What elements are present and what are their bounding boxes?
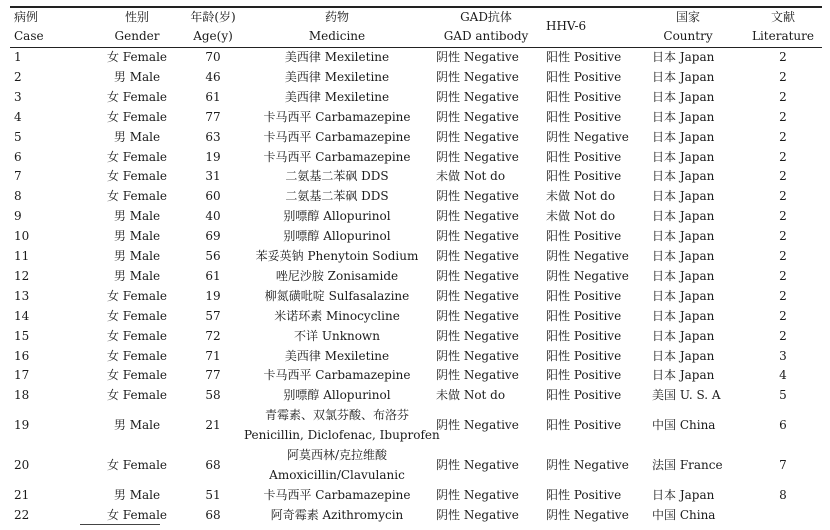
cell-gad: 阴性 Negative: [436, 89, 519, 104]
cell-hhv6: 阳性 Positive: [546, 388, 622, 403]
cell-medicine: [244, 326, 430, 346]
cell-gad: 阴性 Negative: [436, 129, 519, 144]
table-row: [10, 326, 822, 346]
medicine-line: 卡马西平 Carbamazepine: [263, 149, 411, 164]
cell-country: 中国 China: [652, 507, 716, 522]
cell-country: 日本 Japan: [652, 129, 715, 144]
cell-medicine: [244, 147, 430, 167]
cell-case: 4: [14, 109, 22, 124]
cell-medicine: [244, 346, 430, 366]
medicine-line: 别嘌醇 Allopurinol: [283, 209, 391, 224]
cell-country: 日本 Japan: [652, 89, 715, 104]
cell-gender: 男 Male: [113, 209, 161, 224]
cell-age: 51: [205, 487, 221, 502]
cell-age: 19: [205, 288, 221, 303]
cell-case: 8: [14, 189, 22, 204]
cell-gad: 阴性 Negative: [436, 209, 519, 224]
cell-medicine: [244, 186, 430, 206]
cell-gender: 女 Female: [106, 308, 168, 323]
cell-age: 46: [205, 69, 221, 84]
table-row: [10, 505, 822, 525]
table-row: [10, 485, 822, 505]
cell-gad: 阴性 Negative: [436, 418, 519, 433]
cell-gad: 未做 Not do: [436, 169, 506, 184]
cell-hhv6: 阴性 Negative: [546, 458, 629, 472]
cell-age: 68: [205, 507, 221, 522]
table-row: [10, 186, 822, 206]
cell-gad: 阴性 Negative: [436, 69, 519, 84]
cell-case: 12: [14, 268, 30, 283]
table-row: [10, 405, 822, 445]
medicine-line: Penicillin, Diclofenac, Ibuprofen: [244, 428, 440, 443]
cell-literature: 2: [779, 50, 787, 64]
cell-hhv6: 阳性 Positive: [546, 89, 622, 104]
cell-medicine: [244, 226, 430, 246]
medicine-line: 卡马西平 Carbamazepine: [263, 368, 411, 383]
medicine-line: 卡马西平 Carbamazepine: [263, 129, 411, 144]
cell-literature: 5: [779, 388, 787, 403]
cell-gad: 阴性 Negative: [436, 348, 519, 363]
cell-medicine: [244, 206, 430, 226]
cell-literature: 2: [779, 328, 787, 343]
table-row: [10, 67, 822, 87]
cell-medicine: [244, 405, 440, 445]
cell-case: 20: [14, 458, 30, 472]
cell-case: 22: [14, 507, 30, 522]
cell-age: 61: [205, 89, 221, 104]
table-row: [10, 166, 822, 186]
medicine-line: 别嘌醇 Allopurinol: [283, 229, 391, 244]
cell-literature: 2: [779, 229, 787, 244]
header-gad: GAD抗体 GAD antibody: [443, 10, 529, 43]
cell-hhv6: 阳性 Positive: [546, 288, 622, 303]
table-row: [10, 346, 822, 366]
cell-literature: 2: [779, 288, 787, 303]
cell-literature: 7: [779, 458, 787, 472]
cell-gad: 未做 Not do: [436, 388, 506, 403]
table-row: [10, 445, 822, 485]
header-gender: 性别 Gender: [114, 10, 160, 43]
cell-medicine: [244, 306, 430, 326]
cell-gad: 阴性 Negative: [436, 50, 519, 64]
cell-medicine: [244, 505, 430, 525]
cell-gender: 男 Male: [113, 268, 161, 283]
cell-gad: 阴性 Negative: [436, 368, 519, 383]
medicine-line: 苯妥英钠 Phenytoin Sodium: [255, 249, 419, 263]
cell-case: 15: [14, 328, 30, 343]
cell-medicine: [244, 365, 430, 385]
cell-medicine: [244, 246, 430, 266]
cell-hhv6: 阳性 Positive: [546, 308, 622, 323]
header-age: 年龄(岁) Age(y): [190, 10, 236, 43]
cell-hhv6: 阳性 Positive: [546, 229, 622, 244]
cell-gender: 男 Male: [113, 487, 161, 502]
table-row: [10, 107, 822, 127]
cell-medicine: [244, 385, 430, 405]
cell-hhv6: 阳性 Positive: [546, 109, 622, 124]
medicine-line: Amoxicillin/Clavulanic: [269, 468, 405, 482]
table-row: [10, 365, 822, 385]
medicine-line: 阿莫西林/克拉维酸: [286, 448, 388, 462]
table-row: [10, 246, 822, 266]
cell-gender: 女 Female: [106, 169, 168, 184]
cell-country: 日本 Japan: [652, 209, 715, 224]
cell-gad: 阴性 Negative: [436, 328, 519, 343]
cell-hhv6: 阴性 Negative: [546, 249, 629, 263]
cell-hhv6: 阳性 Positive: [546, 69, 622, 84]
table-row: [10, 47, 822, 67]
cell-country: 日本 Japan: [652, 308, 715, 323]
header-hhv6: HHV-6: [546, 19, 587, 33]
cell-gad: 阴性 Negative: [436, 249, 519, 263]
cell-gad: 阴性 Negative: [436, 507, 519, 522]
cell-country: 日本 Japan: [652, 268, 715, 283]
header-country: 国家 Country: [663, 10, 713, 43]
cell-age: 68: [205, 458, 221, 472]
cell-case: 6: [14, 149, 22, 164]
cell-gad: 阴性 Negative: [436, 229, 519, 244]
cell-country: 法国 France: [652, 458, 723, 472]
table-row: [10, 266, 822, 286]
cell-gad: 阴性 Negative: [436, 308, 519, 323]
cell-hhv6: 阳性 Positive: [546, 149, 622, 164]
cell-gender: 女 Female: [106, 109, 168, 124]
medicine-line: 唑尼沙胺 Zonisamide: [275, 268, 399, 283]
cell-hhv6: 阳性 Positive: [546, 487, 622, 502]
cell-gad: 阴性 Negative: [436, 149, 519, 164]
cell-gender: 男 Male: [113, 418, 161, 433]
cell-medicine: [244, 485, 430, 505]
cell-hhv6: 阴性 Negative: [546, 129, 629, 144]
cell-case: 21: [14, 487, 30, 502]
cell-age: 72: [205, 328, 221, 343]
cell-gender: 女 Female: [106, 458, 168, 472]
cell-gad: 阴性 Negative: [436, 458, 519, 472]
cell-literature: 2: [779, 169, 787, 184]
cell-gad: 阴性 Negative: [436, 487, 519, 502]
cell-country: 日本 Japan: [652, 189, 715, 204]
cell-case: 16: [14, 348, 30, 363]
cell-country: 日本 Japan: [652, 109, 715, 124]
cell-gender: 女 Female: [106, 368, 168, 383]
cell-medicine: [244, 166, 430, 186]
cell-case: 17: [14, 368, 30, 383]
table-row: [10, 385, 822, 405]
cell-age: 70: [205, 50, 221, 64]
cell-case: 11: [14, 249, 30, 263]
medicine-line: 美西律 Mexiletine: [284, 89, 390, 104]
table-row: [10, 206, 822, 226]
cell-country: 美国 U. S. A: [652, 388, 721, 403]
cell-country: 日本 Japan: [652, 169, 715, 184]
cell-gender: 女 Female: [106, 388, 168, 403]
cell-age: 57: [205, 308, 221, 323]
cell-medicine: [244, 107, 430, 127]
medicine-line: 不详 Unknown: [294, 328, 380, 343]
cell-country: 日本 Japan: [652, 368, 715, 383]
cell-country: 日本 Japan: [652, 328, 715, 343]
cell-literature: 3: [779, 348, 787, 363]
cell-literature: 2: [779, 189, 787, 204]
medicine-line: 别嘌醇 Allopurinol: [283, 388, 391, 403]
cell-age: 77: [205, 109, 221, 124]
cell-age: 56: [205, 249, 221, 263]
gender-underline: [80, 524, 160, 525]
medicine-line: 二氨基二苯砜 DDS: [285, 169, 389, 184]
cell-gad: 阴性 Negative: [436, 288, 519, 303]
cell-gad: 阴性 Negative: [436, 109, 519, 124]
cell-hhv6: 阴性 Negative: [546, 507, 629, 522]
cell-hhv6: 阳性 Positive: [546, 368, 622, 383]
cell-case: 2: [14, 69, 22, 84]
cell-age: 40: [205, 209, 221, 224]
cell-gender: 女 Female: [106, 189, 168, 204]
cell-age: 58: [205, 388, 221, 403]
cell-medicine: [244, 87, 430, 107]
medicine-line: 青霉素、双氯芬酸、布洛芬: [264, 408, 409, 423]
cell-country: 日本 Japan: [652, 487, 715, 502]
table-row: [10, 306, 822, 326]
cell-case: 14: [14, 308, 30, 323]
cell-literature: 2: [779, 69, 787, 84]
cell-gender: 男 Male: [113, 129, 161, 144]
cell-medicine: [244, 127, 430, 147]
cell-medicine: [244, 47, 430, 67]
cell-age: 19: [205, 149, 221, 164]
cell-country: 中国 China: [652, 418, 716, 433]
cell-gad: 阴性 Negative: [436, 268, 519, 283]
cell-literature: 2: [779, 268, 787, 283]
cell-gender: 女 Female: [106, 328, 168, 343]
cell-hhv6: 阳性 Positive: [546, 348, 622, 363]
cell-gender: 女 Female: [106, 288, 168, 303]
cell-case: 13: [14, 288, 30, 303]
cell-gender: 女 Female: [106, 149, 168, 164]
cell-country: 日本 Japan: [652, 348, 715, 363]
table-row: [10, 147, 822, 167]
cell-hhv6: 阳性 Positive: [546, 418, 622, 433]
cell-medicine: [244, 445, 430, 485]
cell-country: 日本 Japan: [652, 69, 715, 84]
cell-case: 19: [14, 418, 30, 433]
cell-country: 日本 Japan: [652, 149, 715, 164]
cell-case: 10: [14, 229, 30, 244]
cell-age: 61: [205, 268, 221, 283]
cell-age: 31: [205, 169, 221, 184]
medicine-line: 美西律 Mexiletine: [284, 69, 390, 84]
cell-gender: 女 Female: [106, 507, 168, 522]
medicine-line: 米诺环素 Minocycline: [274, 308, 400, 323]
medicine-line: 柳氮磺吡啶 Sulfasalazine: [264, 288, 410, 303]
cell-case: 3: [14, 89, 22, 104]
cell-country: 日本 Japan: [652, 249, 715, 263]
cell-age: 77: [205, 368, 221, 383]
table-row: [10, 127, 822, 147]
medicine-line: 卡马西平 Carbamazepine: [263, 487, 411, 502]
cell-age: 63: [205, 129, 221, 144]
table-row: [10, 87, 822, 107]
medicine-line: 美西律 Mexiletine: [284, 348, 390, 363]
cell-hhv6: 阳性 Positive: [546, 50, 622, 64]
cell-country: 日本 Japan: [652, 50, 715, 64]
cell-case: 5: [14, 129, 22, 144]
cell-literature: 2: [779, 129, 787, 144]
cell-literature: 2: [779, 209, 787, 224]
medicine-line: 阿奇霉素 Azithromycin: [270, 507, 404, 522]
cell-age: 69: [205, 229, 221, 244]
cell-literature: 2: [779, 249, 787, 263]
cell-literature: 4: [779, 368, 787, 383]
cell-gender: 男 Male: [113, 249, 161, 263]
cell-age: 21: [205, 418, 221, 433]
cell-hhv6: 阳性 Positive: [546, 328, 622, 343]
cell-case: 18: [14, 388, 30, 403]
cell-case: 1: [14, 50, 22, 64]
cell-medicine: [244, 286, 430, 306]
cell-literature: 2: [779, 308, 787, 323]
cell-hhv6: 阴性 Negative: [546, 268, 629, 283]
cell-gad: 阴性 Negative: [436, 189, 519, 204]
cell-age: 71: [205, 348, 221, 363]
cell-literature: 8: [779, 487, 787, 502]
cell-case: 7: [14, 169, 22, 184]
header-case: 病例 Case: [14, 10, 44, 43]
header-literature: 文献 Literature: [751, 10, 814, 43]
cell-literature: 2: [779, 89, 787, 104]
cell-gender: 男 Male: [113, 69, 161, 84]
cell-hhv6: 未做 Not do: [546, 189, 616, 204]
cell-medicine: [244, 266, 430, 286]
cell-age: 60: [205, 189, 221, 204]
medicine-line: 二氨基二苯砜 DDS: [285, 189, 389, 204]
cell-gender: 女 Female: [106, 50, 168, 64]
cell-country: 日本 Japan: [652, 229, 715, 244]
cell-country: 日本 Japan: [652, 288, 715, 303]
medicine-line: 卡马西平 Carbamazepine: [263, 109, 411, 124]
cell-gender: 女 Female: [106, 89, 168, 104]
cell-hhv6: 阳性 Positive: [546, 169, 622, 184]
cell-medicine: [244, 67, 430, 87]
cell-gender: 女 Female: [106, 348, 168, 363]
cell-case: 9: [14, 209, 22, 224]
cell-literature: 2: [779, 109, 787, 124]
table-row: [10, 286, 822, 306]
cell-gender: 男 Male: [113, 229, 161, 244]
cell-literature: 6: [779, 418, 787, 433]
medicine-line: 美西律 Mexiletine: [284, 50, 390, 64]
table-row: [10, 226, 822, 246]
cell-hhv6: 未做 Not do: [546, 209, 616, 224]
cell-literature: 2: [779, 149, 787, 164]
header-medicine: 药物 Medicine: [308, 10, 366, 43]
